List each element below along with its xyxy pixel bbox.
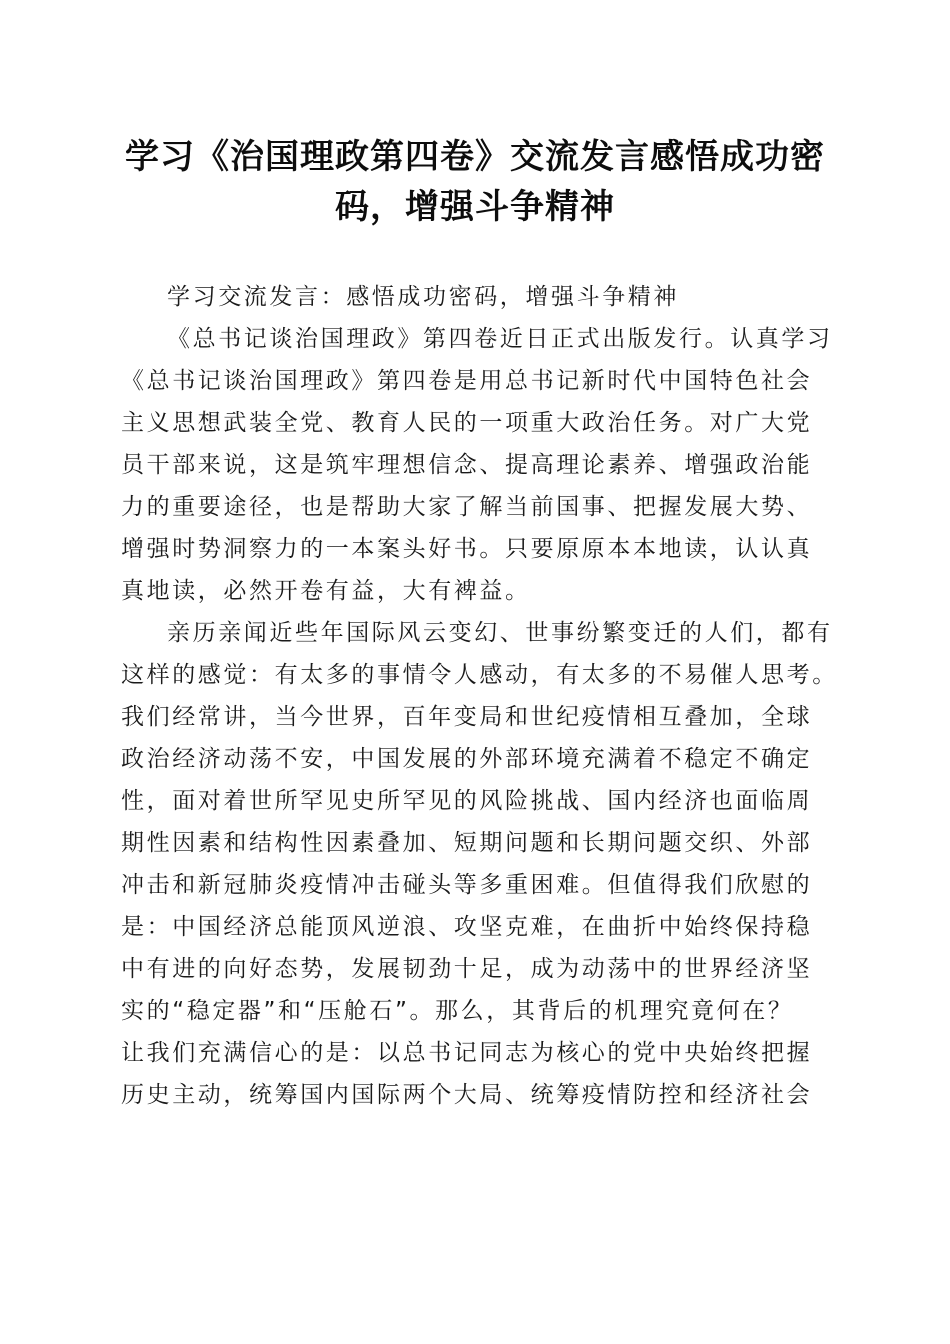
text-line: 亲历亲闻近些年国际风云变幻、世事纷繁变迁的人们，都有 [167,620,833,646]
text-line: 实的“稳定器”和“压舱石”。那么，其背后的机理究竟何在？ [121,998,794,1024]
paragraph-intro [121,318,833,612]
text-line: 是：中国经济总能顶风逆浪、攻坚克难，在曲折中始终保持稳 [121,914,813,940]
text-line: 《总书记谈治国理政》第四卷是用总书记新时代中国特色社会 [121,368,813,394]
text-line: 中有进的向好态势，发展韧劲十足，成为动荡中的世界经济坚 [121,956,813,982]
text-line: 员干部来说，这是筑牢理想信念、提高理论素养、增强政治能 [121,452,813,478]
text-line: 力的重要途径，也是帮助大家了解当前国事、把握发展大势、 [121,494,813,520]
text-line: 期性因素和结构性因素叠加、短期问题和长期问题交织、外部 [121,830,813,856]
title-line: 学习《治国理政第四卷》交流发言感悟成功密 [125,137,825,177]
text-line: 主义思想武装全党、教育人民的一项重大政治任务。对广大党 [121,410,813,436]
text-line: 性，面对着世所罕见史所罕见的风险挑战、国内经济也面临周 [121,788,813,814]
text-line: 学习交流发言：感悟成功密码，增强斗争精神 [167,284,679,310]
text-line: 政治经济动荡不安，中国发展的外部环境充满着不稳定不确定 [121,746,813,772]
paragraph-subtitle [121,276,827,318]
text-line: 《总书记谈治国理政》第四卷近日正式出版发行。认真学习 [167,326,833,352]
text-line: 我们经常讲，当今世界，百年变局和世纪疫情相互叠加，全球 [121,704,813,730]
text-line: 真地读，必然开卷有益，大有裨益。 [121,578,531,604]
title-line: 码，增强斗争精神 [335,187,615,227]
text-line: 历史主动，统筹国内国际两个大局、统筹疫情防控和经济社会 [121,1082,813,1108]
text-line: 这样的感觉：有太多的事情令人感动，有太多的不易催人思考。 [121,662,838,688]
text-line: 增强时势洞察力的一本案头好书。只要原原本本地读，认认真 [121,536,813,562]
paragraph-main [121,612,838,1116]
text-line: 冲击和新冠肺炎疫情冲击碰头等多重困难。但值得我们欣慰的 [121,872,813,898]
document-body [121,276,838,1116]
text-line: 让我们充满信心的是：以总书记同志为核心的党中央始终把握 [121,1040,813,1066]
document-title [112,132,838,232]
